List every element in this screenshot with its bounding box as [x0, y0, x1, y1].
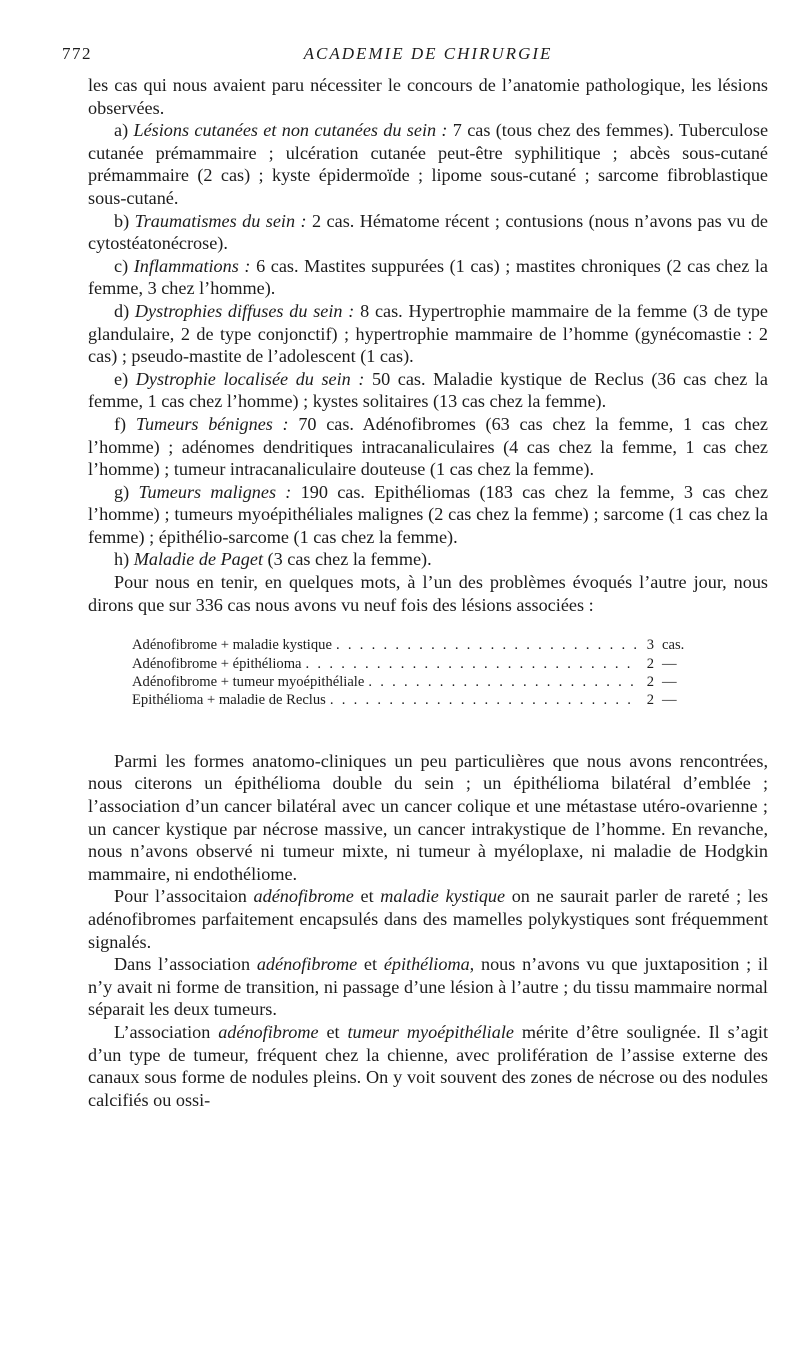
- association-paragraph-3: L’association adénofibrome et tumeur myoépithéliale mérite d’être soulignée. Il s’agit d’un type de tumeur, fréquent chez la chienne, avec prolifération de l’assise externe des canaux sous forme de nodules pleins. On y voit souvent des zones de nécrose ou des nodules calcifiés ou ossi-: [88, 1022, 769, 1110]
- table-row-count: 3: [646, 637, 654, 654]
- item-a: a) Lésions cutanées et non cutanées du sein : 7 cas (tous chez des femmes). Tuberculose cutanée prémammaire ; ulcération cutanée peut-être syphilitique ; abcès sous-cutané prémammaire (2 cas) ; kyste épidermoïde ; lipome sous-cutané ; sarcome fibroblastique sous-cutané.: [88, 120, 769, 208]
- item-heading: Maladie de Paget: [133, 549, 263, 570]
- table-row-unit: —: [662, 655, 677, 672]
- item-heading: Tumeurs bénignes :: [135, 413, 289, 434]
- item-g: g) Tumeurs malignes : 190 cas. Epithéliomas (183 cas chez la femme, 3 cas chez l’homme) ; tumeurs myoépithéliales malignes (2 cas chez la femme) ; sarcome (1 cas chez la femme) ; épithélio-sarcome (1 cas chez la femme).: [88, 481, 769, 547]
- table-row-count: 2: [646, 655, 654, 672]
- item-heading: Tumeurs malignes :: [138, 481, 292, 502]
- table-row-count: 2: [646, 692, 654, 709]
- table-row: [132, 636, 708, 654]
- item-heading: Inflammations :: [133, 255, 251, 276]
- running-title: ACADEMIE DE CHIRURGIE: [303, 44, 553, 63]
- table-row: [132, 655, 708, 673]
- leader-dots: [302, 655, 638, 673]
- item-h: h) Maladie de Paget (3 cas chez la femme).: [114, 549, 432, 570]
- leader-dots: [326, 691, 638, 709]
- page: [62, 40, 769, 1111]
- item-d: d) Dystrophies diffuses du sein : 8 cas. Hypertrophie mammaire de la femme (3 de type glandulaire, 2 de type conjonctif) ; hypertrophie mammaire de l’homme (gynécomastie : 2 cas) ; pseudo-mastite de l’adolescent (1 cas).: [88, 300, 768, 367]
- table-row-unit: —: [662, 692, 677, 709]
- item-heading: Dystrophie localisée du sein :: [135, 368, 365, 389]
- intro-paragraph: les cas qui nous avaient paru nécessiter le concours de l’anatomie pathologique, les lésions observées.: [88, 75, 768, 118]
- item-heading: Lésions cutanées et non cutanées du sein :: [133, 120, 448, 141]
- item-b: b) Traumatismes du sein : 2 cas. Hématome récent ; contusions (nous n’avons pas vu de cytostéatonécrose).: [88, 210, 769, 254]
- page-number: 772: [62, 44, 92, 63]
- leader-dots: [364, 673, 638, 691]
- table-row: [132, 673, 708, 691]
- item-heading: Dystrophies diffuses du sein :: [134, 300, 355, 321]
- table-row-unit: —: [662, 674, 677, 691]
- leader-dots: [332, 636, 638, 654]
- item-c: c) Inflammations : 6 cas. Mastites suppurées (1 cas) ; mastites chroniques (2 cas chez la femme, 3 chez l’homme).: [88, 255, 769, 299]
- table-row-count: 2: [646, 674, 654, 691]
- association-paragraph-1: Pour l’associtaion adénofibrome et maladie kystique on ne saurait parler de rareté ; les adénofibromes parfaitement encapsulés dans des mamelles polykystiques sont fréquemment signalés.: [88, 886, 769, 952]
- table-row-label: Adénofibrome + maladie kystique: [132, 637, 332, 654]
- table-row-label: Adénofibrome + tumeur myoépithéliale: [132, 674, 365, 691]
- table-row-unit: cas.: [662, 637, 685, 654]
- item-e: e) Dystrophie localisée du sein : 50 cas. Maladie kystique de Reclus (36 cas chez la femme, 1 cas chez l’homme) ; kystes solitaires (13 cas chez la femme).: [88, 368, 769, 412]
- associated-lesions-paragraph: Pour nous en tenir, en quelques mots, à l’un des problèmes évoqués l’autre jour, nous dirons que sur 336 cas nous avons vu neuf fois des lésions associées :: [88, 572, 768, 615]
- association-paragraph-2: Dans l’association adénofibrome et épithélioma, nous n’avons vu que juxtaposition ; il n’y avait ni forme de transition, ni passage d’une lésion à l’autre ; du tissu mammaire normal séparait les deux tumeurs.: [88, 954, 769, 1020]
- table-row-label: Epithélioma + maladie de Reclus: [132, 692, 326, 709]
- spacer: [88, 710, 768, 750]
- page-header: [62, 40, 768, 74]
- item-heading: Traumatismes du sein :: [134, 210, 307, 231]
- anatomo-clinical-forms-paragraph: Parmi les formes anatomo-cliniques un peu particulières que nous avons rencontrées, nous citerons un épithélioma double du sein ; un épithélioma bilatéral d’emblée ; l’association d’un cancer bilatéral avec un cancer colique et une métastase utéro-ovarienne ; un cancer kystique par nécrose massive, un cancer intrakystique de l’homme. En revanche, nous n’avons observé ni tumeur mixte, ni tumeur à myéloplaxe, ni maladie de Hodgkin mammaire, ni endothéliome.: [88, 750, 768, 884]
- table-row-label: Adénofibrome + épithélioma: [132, 655, 302, 672]
- associated-lesions-table: [132, 636, 708, 710]
- item-f: f) Tumeurs bénignes : 70 cas. Adénofibromes (63 cas chez la femme, 1 cas chez l’homme) ; adénomes dendritiques intracanaliculaires (4 cas chez la femme, 1 cas chez l’homme) ; tumeur intracanaliculaire douteuse (1 cas chez la femme).: [88, 413, 768, 480]
- table-row: [132, 691, 708, 709]
